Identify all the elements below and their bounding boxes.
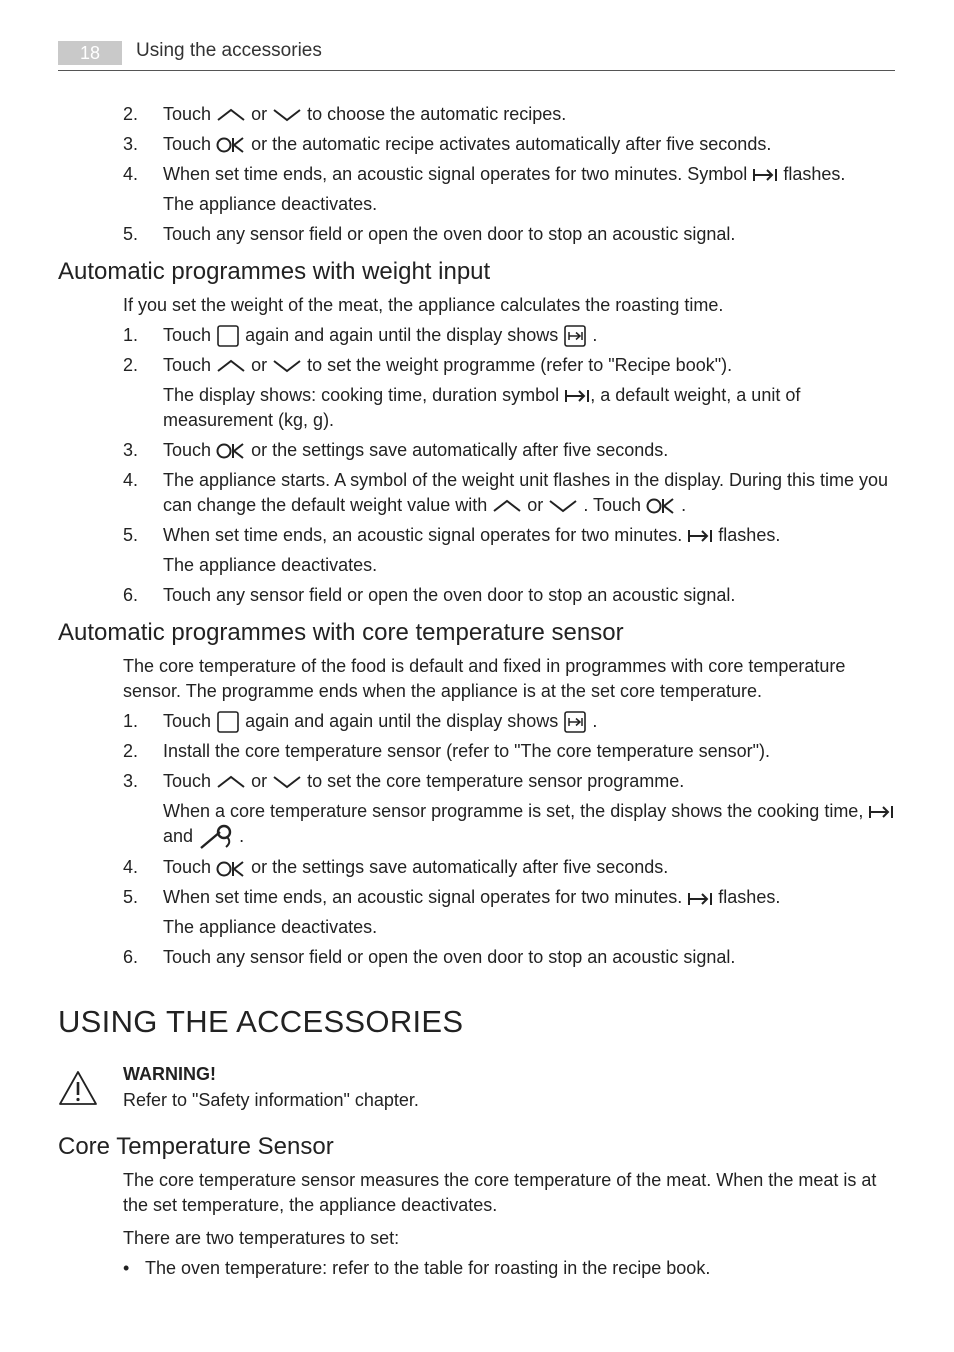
step-text: When set time ends, an acoustic signal operates for two minutes. Symbol (163, 164, 748, 184)
step-number: 4. (123, 857, 139, 878)
step-text: or the settings save automatically after five seconds. (251, 857, 669, 878)
warning-title: WARNING! (123, 1064, 216, 1085)
step-text: . (592, 711, 598, 731)
step-number: 3. (123, 134, 139, 154)
header-title: Using the accessories (136, 40, 322, 61)
duration-icon (868, 804, 894, 820)
step-text: again and again until the display shows (245, 711, 559, 731)
step-continuation (163, 383, 895, 433)
step-number: 2. (123, 104, 139, 124)
section-heading: Core Temperature Sensor (58, 1133, 334, 1161)
down-arrow-icon (548, 499, 578, 513)
list-item (58, 323, 895, 348)
step-text: to set the core temperature sensor programme. (307, 771, 685, 791)
step-text: When a core temperature sensor programme is set, the display shows the cooking time, (163, 801, 864, 821)
step-text: or (527, 495, 544, 515)
step-number: 4. (123, 470, 139, 490)
step-number: 6. (123, 947, 139, 968)
weight-programme-icon (563, 711, 587, 733)
duration-icon (687, 891, 713, 907)
up-arrow-icon (492, 499, 522, 513)
ok-icon (216, 136, 246, 154)
list-item (58, 102, 895, 127)
list-item (58, 709, 895, 734)
duration-icon (752, 167, 778, 183)
step-text: Touch (163, 711, 212, 731)
core-sensor-icon (198, 824, 234, 850)
step-text: Touch (163, 134, 212, 154)
list-item (58, 855, 895, 880)
programme-box-icon (216, 711, 240, 733)
ok-icon (216, 860, 246, 878)
section-heading: Automatic programmes with weight input (58, 258, 491, 285)
list-item (58, 769, 895, 794)
step-continuation: The appliance deactivates. (163, 555, 378, 575)
page-header (58, 38, 895, 71)
page-number: 18 (58, 41, 122, 65)
step-continuation: The appliance deactivates. (163, 194, 378, 214)
section-intro: There are two temperatures to set: (123, 1228, 400, 1249)
step-text: to set the weight programme (refer to "Recipe book"). (307, 355, 733, 375)
step-number: 3. (123, 440, 139, 460)
down-arrow-icon (272, 775, 302, 789)
ok-icon (216, 442, 246, 460)
step-text: The display shows: cooking time, duration symbol (163, 385, 560, 405)
step-continuation (163, 799, 895, 850)
step-text: Install the core temperature sensor (refer to "The core temperature sensor"). (163, 741, 771, 761)
step-number: 5. (123, 887, 139, 908)
step-text: When set time ends, an acoustic signal operates for two minutes. (163, 887, 683, 908)
list-item (123, 1256, 895, 1281)
list-item (58, 523, 895, 548)
section-heading: Automatic programmes with core temperature sensor (58, 619, 624, 646)
step-number: 5. (123, 525, 139, 545)
step-number: 3. (123, 771, 139, 791)
list-item (58, 353, 895, 378)
step-text: flashes. (718, 887, 781, 908)
list-item (58, 162, 895, 187)
step-text: to choose the automatic recipes. (307, 104, 567, 124)
list-item (58, 132, 895, 157)
up-arrow-icon (216, 775, 246, 789)
step-number: 6. (123, 585, 139, 605)
step-text: Touch any sensor field or open the oven door to stop an acoustic signal. (163, 224, 736, 244)
step-text: , a default weight, a unit of measurement (kg, g). (163, 385, 801, 430)
page-content (58, 102, 895, 1281)
step-text: or the settings save automatically after five seconds. (251, 440, 669, 460)
step-number: 2. (123, 741, 139, 761)
step-text: The appliance starts. A symbol of the weight unit flashes in the display. During this time you can change the default weight value with (163, 470, 889, 515)
list-item (58, 438, 895, 463)
bullet-text: The oven temperature: refer to the table for roasting in the recipe book. (145, 1258, 711, 1279)
step-text: flashes. (718, 525, 781, 545)
step-text: or (251, 104, 268, 124)
list-item (58, 945, 895, 970)
step-text: or (251, 771, 268, 791)
up-arrow-icon (216, 359, 246, 373)
step-text: Touch (163, 857, 212, 878)
step-text: Touch any sensor field or open the oven door to stop an acoustic signal. (163, 585, 736, 605)
step-number: 4. (123, 164, 139, 184)
step-number: 1. (123, 711, 139, 731)
section-intro: The core temperature of the food is default and fixed in programmes with core temperature sensor. The programme ends when the appliance is at the set core temperature. (123, 656, 846, 701)
warning-box (58, 1064, 895, 1120)
step-text: or (251, 355, 268, 375)
up-arrow-icon (216, 108, 246, 122)
step-text: flashes. (783, 164, 846, 184)
step-text: . (592, 325, 598, 345)
ok-icon (646, 497, 676, 515)
section-intro: The core temperature sensor measures the core temperature of the meat. When the meat is at the set temperature, the appliance deactivates. (123, 1170, 877, 1216)
step-text: and (163, 826, 194, 846)
step-text: . (681, 495, 687, 515)
step-text: . (239, 826, 245, 846)
warning-text: Refer to "Safety information" chapter. (123, 1090, 419, 1111)
step-text: Touch (163, 771, 212, 791)
list-item (58, 468, 895, 518)
step-number: 2. (123, 355, 139, 375)
bullet-icon: • (123, 1258, 130, 1279)
step-text: Touch any sensor field or open the oven door to stop an acoustic signal. (163, 947, 736, 968)
duration-icon (687, 528, 713, 544)
step-text: Touch (163, 104, 212, 124)
step-number: 5. (123, 224, 139, 244)
step-text: or the automatic recipe activates automatically after five seconds. (251, 134, 772, 154)
step-text: Touch (163, 440, 212, 460)
list-item (58, 222, 895, 247)
duration-icon (564, 388, 590, 404)
down-arrow-icon (272, 108, 302, 122)
warning-icon (58, 1070, 98, 1111)
step-text: Touch (163, 325, 212, 345)
chapter-heading: USING THE ACCESSORIES (58, 1004, 464, 1040)
list-item (58, 885, 895, 910)
step-text: When set time ends, an acoustic signal operates for two minutes. (163, 525, 683, 545)
section-intro: If you set the weight of the meat, the appliance calculates the roasting time. (123, 295, 724, 315)
step-continuation: The appliance deactivates. (163, 917, 378, 938)
step-text: Touch (163, 355, 212, 375)
step-number: 1. (123, 325, 139, 345)
weight-programme-icon (563, 325, 587, 347)
step-text: again and again until the display shows (245, 325, 559, 345)
programme-box-icon (216, 325, 240, 347)
list-item (58, 583, 895, 608)
list-item (58, 739, 895, 764)
step-text: . Touch (583, 495, 642, 515)
down-arrow-icon (272, 359, 302, 373)
